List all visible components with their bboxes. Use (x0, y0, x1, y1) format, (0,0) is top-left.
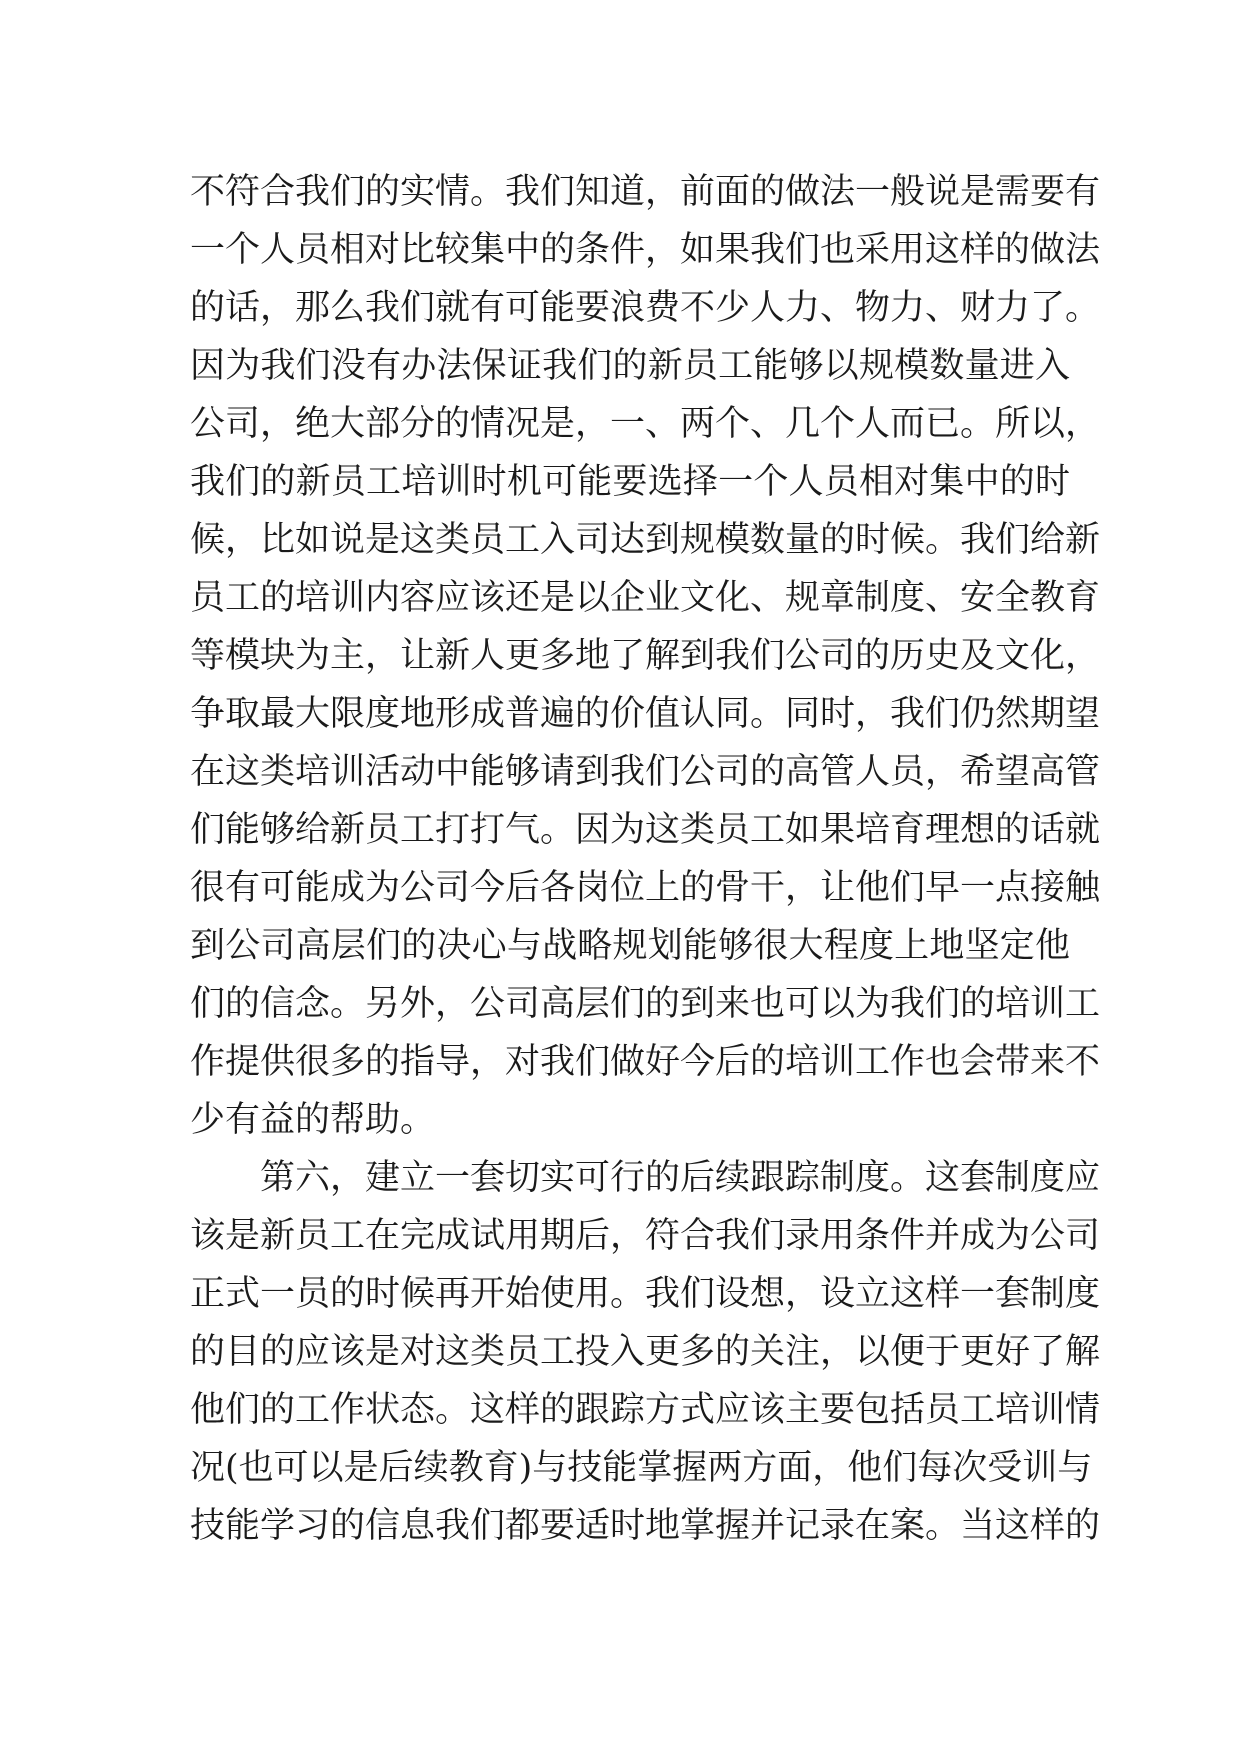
text-line: 的话，那么我们就有可能要浪费不少人力、物力、财力了。 (190, 288, 1101, 328)
text-line: 该是新员工在完成试用期后，符合我们录用条件并成为公司 (190, 1216, 1101, 1256)
text-line: 因为我们没有办法保证我们的新员工能够以规模数量进入 (190, 346, 1070, 386)
text-line: 一个人员相对比较集中的条件，如果我们也采用这样的做法 (190, 230, 1101, 270)
text-line: 我们的新员工培训时机可能要选择一个人员相对集中的时 (190, 462, 1070, 502)
text-line: 员工的培训内容应该还是以企业文化、规章制度、安全教育 (190, 578, 1101, 618)
text-line: 况(也可以是后续教育)与技能掌握两方面，他们每次受训与 (190, 1448, 1093, 1488)
text-line: 们能够给新员工打打气。因为这类员工如果培育理想的话就 (190, 810, 1101, 850)
text-line: 候，比如说是这类员工入司达到规模数量的时候。我们给新 (190, 520, 1101, 560)
text-line: 到公司高层们的决心与战略规划能够很大程度上地坚定他 (190, 926, 1070, 966)
text-line: 他们的工作状态。这样的跟踪方式应该主要包括员工培训情 (190, 1390, 1101, 1430)
text-line: 们的信念。另外，公司高层们的到来也可以为我们的培训工 (190, 984, 1101, 1024)
text-line: 技能学习的信息我们都要适时地掌握并记录在案。当这样的 (190, 1506, 1101, 1546)
text-line: 公司，绝大部分的情况是，一、两个、几个人而已。所以， (190, 404, 1101, 444)
paragraph-end-line: 少有益的帮助。 (190, 1100, 436, 1140)
text-line: 正式一员的时候再开始使用。我们设想，设立这样一套制度 (190, 1274, 1101, 1314)
text-line: 很有可能成为公司今后各岗位上的骨干，让他们早一点接触 (190, 868, 1101, 908)
text-line: 在这类培训活动中能够请到我们公司的高管人员，希望高管 (190, 752, 1101, 792)
paragraph-start-line: 第六，建立一套切实可行的后续跟踪制度。这套制度应 (260, 1158, 1101, 1198)
text-line: 不符合我们的实情。我们知道，前面的做法一般说是需要有 (190, 172, 1101, 212)
body-text (190, 163, 1101, 1555)
text-line: 的目的应该是对这类员工投入更多的关注，以便于更好了解 (190, 1332, 1101, 1372)
text-line: 等模块为主，让新人更多地了解到我们公司的历史及文化， (190, 636, 1101, 676)
text-line: 作提供很多的指导，对我们做好今后的培训工作也会带来不 (190, 1042, 1101, 1082)
text-line: 争取最大限度地形成普遍的价值认同。同时，我们仍然期望 (190, 694, 1101, 734)
